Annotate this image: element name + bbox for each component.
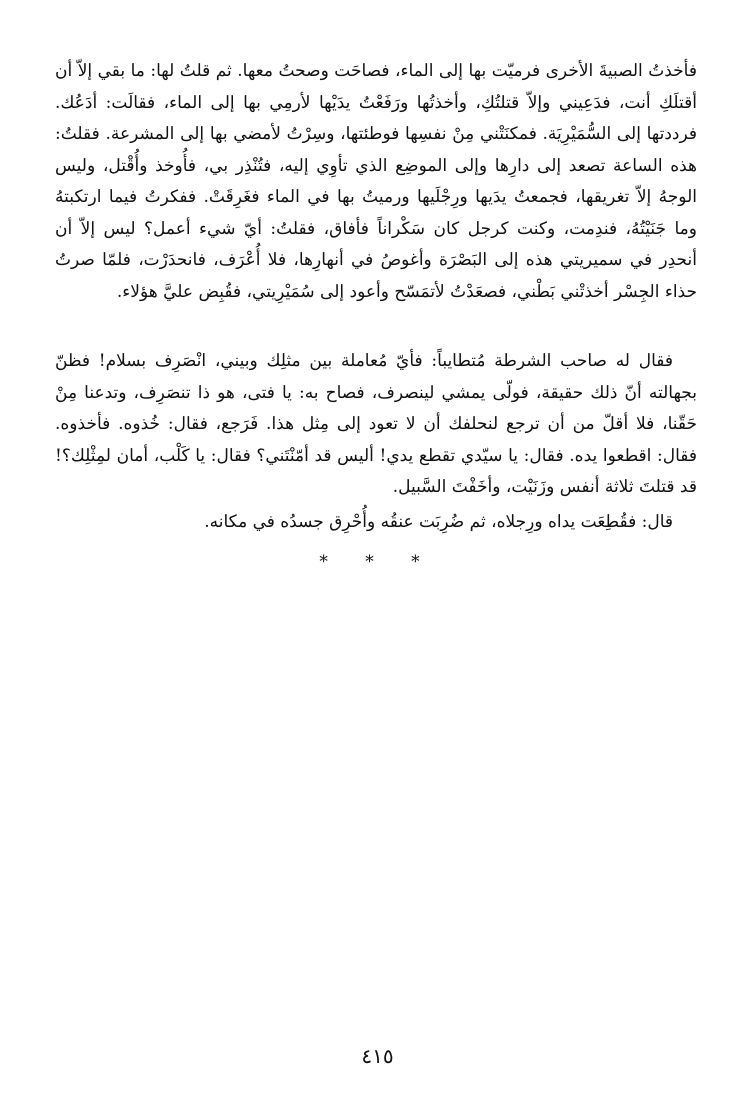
page-number: ٤١٥ [361,1044,394,1068]
paragraph-execution: قال: فقُطِعَت يداه ورِجلاه، ثم ضُرِبَت عنقُه وأُحْرِق جسدُه في مكانه. [204,512,673,532]
section-separator: * * * [319,552,436,572]
paragraph-confession: فأخذتُ الصبيةَ الأخرى فرميّت بها إلى الماء، فصاحَت وصحتُ معها. ثم قلتُ لها: ما بقي إلاّ أن أقتلَكِ أنت، فدَعِيني وإلاّ قتلتُكِ، وأخذتُها ورَفَعْتُ يدَيْها لأرمِي بها إلى الماء، فقالَت: أدَعُك. فرددتها إلى السُّمَيْرِيَة. فمكنَتْني مِنْ نفسِها فوطئتها، وسِرْتُ لأمضي بها إلى المشرعة. فقلتُ: هذه الساعة تصعد إلى دارِها وإلى الموضِع الذي تأوِي إليه، فتُنْذِر بي، فأُوخذ وأُقْتل، وليس الوجهُ إلاّ تغريقها، فجمعتُ يدَيها ورِجْلَيها ورميتُ بها في الماء فغَرِقَتْ. ففكرتُ فيما ارتكبتهُ وما جَنَيْتُهُ، فندِمت، وكنت كرجل كان سَكْراناً فأفاق، فقلتُ: أيّ شيء أعمل؟ ليس إلاّ أن أنحدِر في سميريتي هذه إلى البَصْرَة وأغوصُ في أنهارِها، فلا أُعْرَف، فانحدَرْت، فلمّا صرتُ حذاء الجِسْر أخذتْني بَطْني، فصعَدْتُ لأتمَسّح وأعود إلى سُمَيْرِيتي، فقُبِض عليَّ هؤلاء. [55,61,697,302]
body-text [55,0,697,1000]
paragraph-police-chief: فقال له صاحب الشرطة مُتطايباً: فأيّ مُعاملة بين مثلِك وبيني، انْصَرِف بسلام! فظنّ بجهالته أنّ ذلك حقيقة، فولّى يمشي لينصرف، فصاح به: يا فتى، هو ذا تنصَرِف، وتدعنا مِنْ حَقّنا، فلا أقلّ من أن ترجع لنحلفك أن لا تعود إلى مِثل هذا. فَرَجع، فقال: خُذوه. فأخذوه. فقال: اقطعوا يده. فقال: يا سيّدي تقطع يدي! أليس قد أمّنْتَني؟ فقال: يا كَلْب، أمان لمِثْلِك؟! قد قتلتَ ثلاثة أنفس وزَنَيْت، وأخَفْتَ السَّبيل. [55,351,697,497]
